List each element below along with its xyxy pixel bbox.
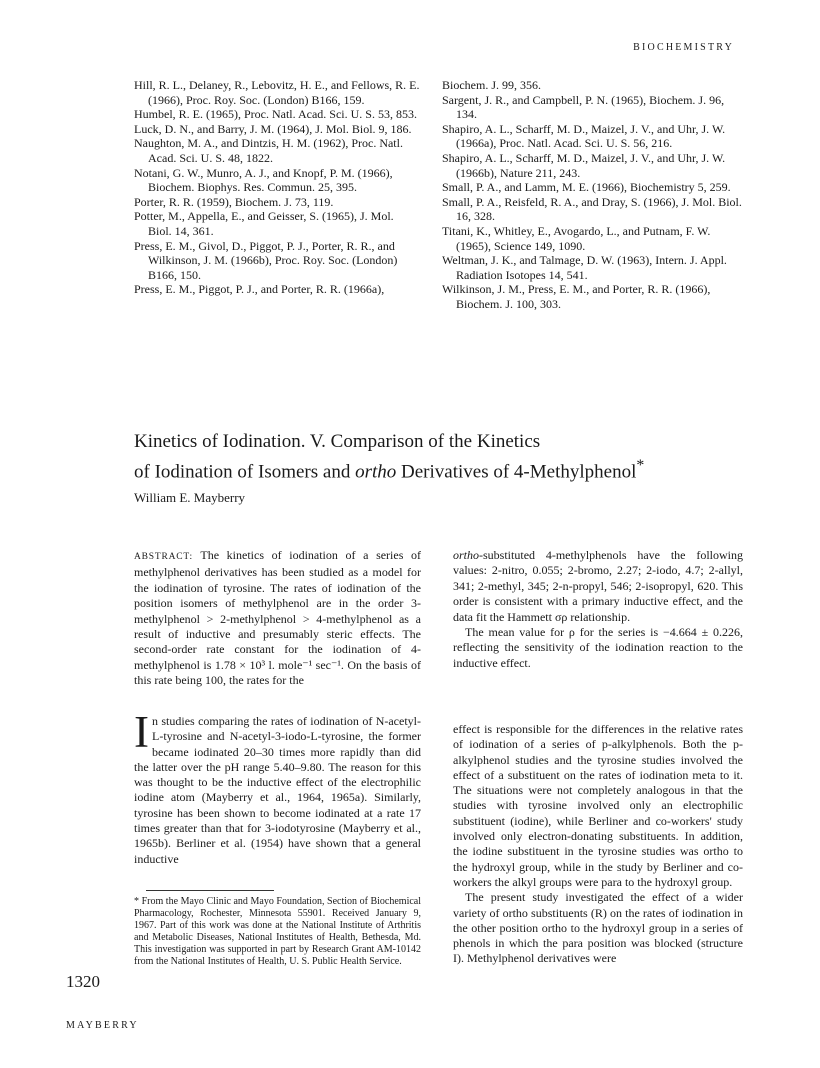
footnote (134, 896, 421, 968)
body-right-column (453, 722, 743, 967)
abstract-label: ABSTRACT: (134, 552, 193, 562)
body-text: n studies comparing the rates of iodination of N-acetyl-L-tyrosine and N-acetyl-3-iodo-L-tyrosine, the former became iodinated 20–30 times more rapidly than did the latter over the pH range 5.40–9.80. The reason for this was thought to be the inductive effect of the electrophilic iodine atom (Mayberry et al., 1964, 1965a). Similarly, tyrosine has been shown to become iodinated at a rate 17 times greater than that for 3-iodotyrosine (Mayberry et al., 1965b). Berliner et al. (1954) have shown that a general inductive (134, 714, 421, 866)
reference-entry: Press, E. M., Piggot, P. J., and Porter, R. R. (1966a), (134, 282, 385, 297)
abstract-left (134, 548, 421, 689)
reference-entry: Sargent, J. R., and Campbell, P. N. (1965), Biochem. J. 96, 134. (442, 92, 725, 122)
abstract-paragraph: The mean value for ρ for the series is −4.664 ± 0.226, reflecting the sensitivity of the iodination reaction to the inductive effect. (453, 625, 743, 670)
author-name: William E. Mayberry (134, 490, 246, 505)
abstract-text: The kinetics of iodination of a series of methylphenol derivatives has been studied as a model for the iodination of tyrosine. The rates of iodination of the position isomers of methylphenol are in the order 3-methylphenol > 2-methylphenol > 4-methylphenol as a result of inductive and presumably steric effects. The second-order rate constant for the iodination of 4-methylphenol is 1.78 × 10³ l. mole⁻¹ sec⁻¹. On the basis of this rate being 100, the rates for the (134, 548, 421, 688)
title-text: Derivatives of 4-Methylphenol (396, 461, 637, 483)
references-right-column (442, 78, 744, 312)
reference-entry: Porter, R. R. (1959), Biochem. J. 73, 119. (134, 194, 334, 209)
references-left-column (134, 78, 420, 297)
reference-entry: Luck, D. N., and Barry, J. M. (1964), J. Mol. Biol. 9, 186. (134, 121, 412, 136)
abstract-italic: ortho (453, 548, 480, 562)
footnote-text: From the Mayo Clinic and Mayo Foundation, Section of Biochemical Pharmacology, Rochester, Minnesota 55901. Received January 9, 1967. Part of this work was done at the National Institute of Arthritis and Metabolic Diseases, National Institutes of Health, Bethesda, Md. This investigation was supported in part by Research Grant AM-10142 from the National Institutes of Health, U. S. Public Health Service. (134, 896, 422, 967)
journal-header: BIOCHEMISTRY (633, 42, 734, 53)
running-footer: MAYBERRY (66, 1020, 139, 1031)
body-paragraph: The present study investigated the effect of a wider variety of ortho substituents (R) on the rates of iodination in the other position ortho to the hydroxyl group in a series of phenols in which the para position was blocked (structure I). Methylphenol derivatives were (453, 890, 743, 966)
article-title (134, 430, 734, 484)
reference-entry: Hill, R. L., Delaney, R., Lebovitz, H. E., and Fellows, R. E. (1966), Proc. Roy. Soc. (London) B166, 159. (134, 78, 420, 107)
title-text: of Iodination of Isomers and (134, 461, 356, 483)
abstract-right (453, 548, 743, 671)
reference-entry: Biochem. J. 99, 356. (442, 78, 541, 92)
footnote-mark: * (134, 896, 139, 907)
reference-entry: Potter, M., Appella, E., and Geisser, S. (1965), J. Mol. Biol. 14, 361. (134, 209, 394, 238)
reference-entry: Weltman, J. K., and Talmage, D. W. (1963), Intern. J. Appl. Radiation Isotopes 14, 541. (442, 253, 727, 282)
reference-entry: Small, P. A., Reisfeld, R. A., and Dray, S. (1966), J. Mol. Biol. 16, 328. (442, 194, 742, 224)
title-footnote-mark: * (636, 457, 645, 474)
title-line-1: Kinetics of Iodination. V. Comparison of the Kinetics (134, 431, 541, 452)
body-left-column (134, 707, 421, 867)
drop-cap: I (134, 707, 149, 757)
reference-entry: Naughton, M. A., and Dintzis, H. M. (1962), Proc. Natl. Acad. Sci. U. S. 48, 1822. (134, 136, 403, 165)
reference-entry: Notani, G. W., Munro, A. J., and Knopf, P. M. (1966), Biochem. Biophys. Res. Commun. 25, 395. (134, 165, 393, 195)
title-italic: ortho (355, 461, 397, 483)
reference-entry: Shapiro, A. L., Scharff, M. D., Maizel, J. V., and Uhr, J. W. (1966b), Nature 211, 243. (442, 150, 726, 180)
reference-entry: Humbel, R. E. (1965), Proc. Natl. Acad. Sci. U. S. 53, 853. (134, 107, 417, 122)
reference-entry: Small, P. A., and Lamm, M. E. (1966), Biochemistry 5, 259. (442, 180, 731, 195)
page-number: 1320 (66, 972, 100, 991)
reference-entry: Titani, K., Whitley, E., Avogardo, L., and Putnam, F. W. (1965), Science 149, 1090. (442, 223, 711, 253)
body-paragraph: effect is responsible for the differences in the relative rates of iodination of a series of p-alkylphenols. Both the p-alkylphenol studies and the tyrosine studies involved the effect of a substituent on the rates of iodination meta to it. The situations were not completely analogous in that the studies with tyrosine involved only an electrophilic substituent (iodine), while Berliner and co-workers' study involved only electron-donating substituents. In addition, the iodine substituent in the tyrosine studies was ortho to the hydroxyl group, while in the study by Berliner and co-workers the alkyl groups were para to the hydroxyl group. (453, 722, 743, 889)
reference-entry: Wilkinson, J. M., Press, E. M., and Porter, R. R. (1966), Biochem. J. 100, 303. (442, 282, 711, 311)
reference-entry: Shapiro, A. L., Scharff, M. D., Maizel, J. V., and Uhr, J. W. (1966a), Proc. Natl. Acad. Sci. U. S. 56, 216. (442, 121, 726, 151)
abstract-text: -substituted 4-methylphenols have the following values: 2-nitro, 0.055; 2-bromo, 2.27; 2-iodo, 4.7; 2-allyl, 341; 2-methyl, 345; 2-n-propyl, 546; 2-isopropyl, 620. This order is consistent with a primary inductive effect, and the data fit the Hammett σρ relationship. (453, 548, 743, 624)
abstract-paragraph (453, 548, 743, 625)
title-line-2 (134, 454, 734, 484)
reference-entry: Press, E. M., Givol, D., Piggot, P. J., Porter, R. R., and Wilkinson, J. M. (1966b), Proc. Roy. Soc. (London) B166, 150. (134, 238, 398, 282)
footnote-divider (146, 890, 274, 891)
